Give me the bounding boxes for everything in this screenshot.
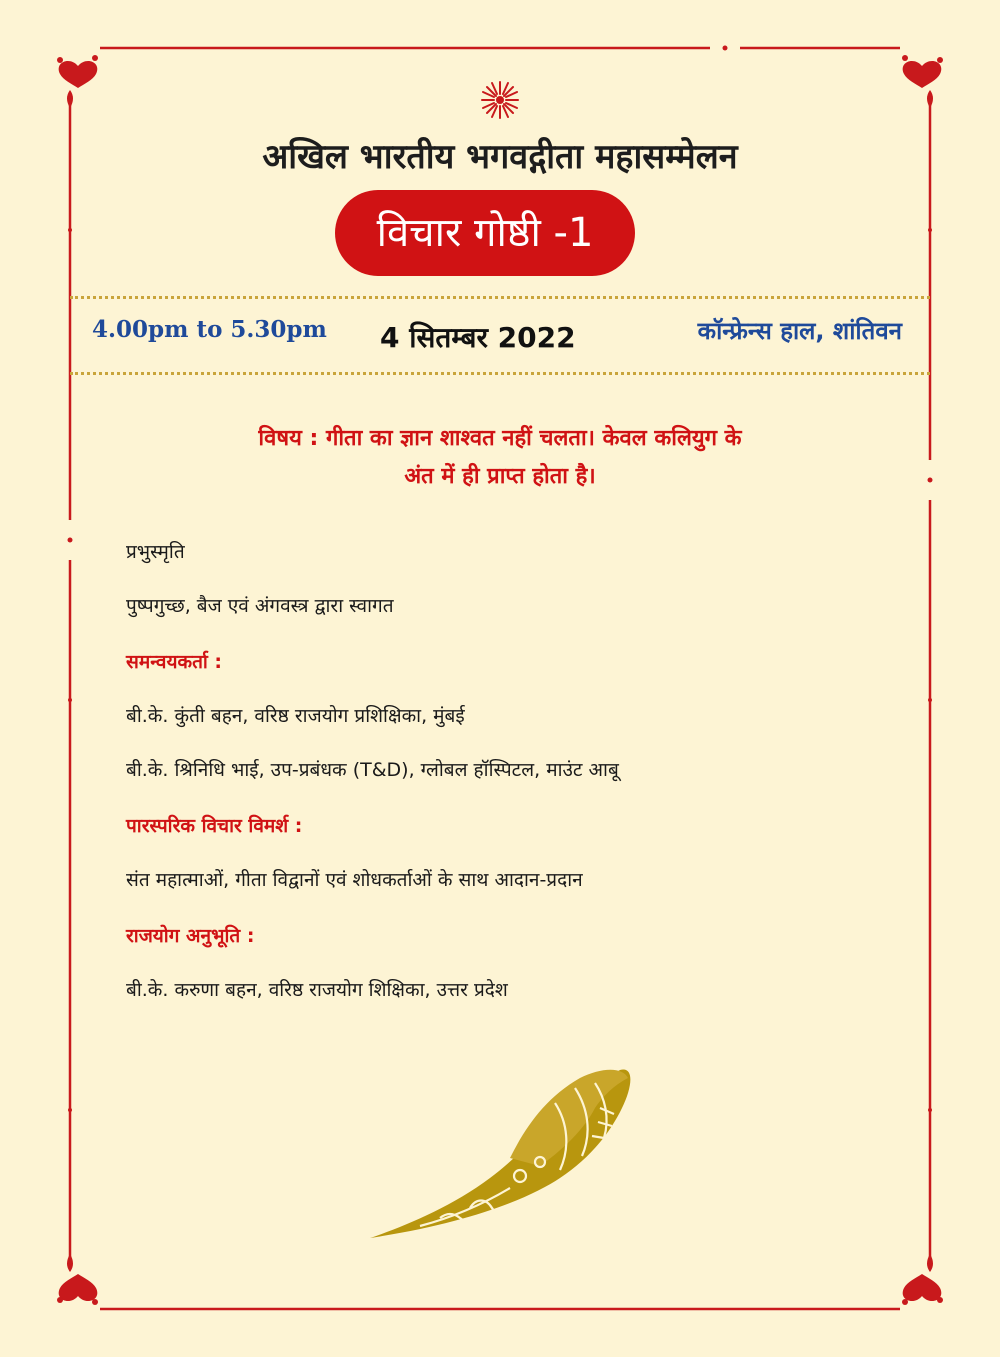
coordinator-heading: समन्वयकर्ता : — [126, 651, 223, 673]
discussion-heading: पारस्परिक विचार विमर्श : — [126, 815, 303, 837]
conch-shell-icon — [360, 1058, 640, 1248]
rajyoga-heading: राजयोग अनुभूति : — [126, 925, 255, 947]
program-item-prayer: प्रभुस्मृति — [126, 541, 185, 563]
rajyoga-item: बी.के. करुणा बहन, वरिष्ठ राजयोग शिक्षिका, उत्तर प्रदेश — [126, 979, 508, 1001]
event-venue: कॉन्फ्रेन्स हाल, शांतिवन — [697, 317, 902, 345]
session-badge: विचार गोष्ठी -1 — [335, 190, 635, 276]
divider-bottom — [70, 372, 930, 375]
subject-line-2: अंत में ही प्राप्त होता है। — [404, 464, 596, 489]
program-item-welcome: पुष्पगुच्छ, बैज एवं अंगवस्त्र द्वारा स्वागत — [126, 595, 394, 617]
subject-line-1: विषय : गीता का ज्ञान शाश्वत नहीं चलता। केवल कलियुग के — [258, 426, 742, 451]
coordinator-2: बी.के. श्रिनिधि भाई, उप-प्रबंधक (T&D), ग्लोबल हॉस्पिटल, माउंट आबू — [126, 759, 619, 781]
heart-ornament-icon — [902, 55, 943, 108]
subject-block — [140, 420, 860, 496]
discussion-item: संत महात्माओं, गीता विद्वानों एवं शोधकर्ताओं के साथ आदान-प्रदान — [126, 869, 583, 891]
heart-ornament-icon — [902, 1254, 943, 1305]
page-title: अखिल भारतीय भगवद्गीता महासम्मेलन — [262, 137, 738, 177]
sun-burst-icon — [478, 78, 522, 122]
event-time: 4.00pm to 5.30pm — [92, 316, 327, 343]
divider-top — [70, 296, 930, 299]
event-date: 4 सितम्बर 2022 — [380, 321, 576, 354]
heart-ornament-icon — [57, 55, 98, 108]
heart-ornament-icon — [57, 1254, 98, 1305]
coordinator-1: बी.के. कुंती बहन, वरिष्ठ राजयोग प्रशिक्षिका, मुंबई — [126, 705, 465, 727]
